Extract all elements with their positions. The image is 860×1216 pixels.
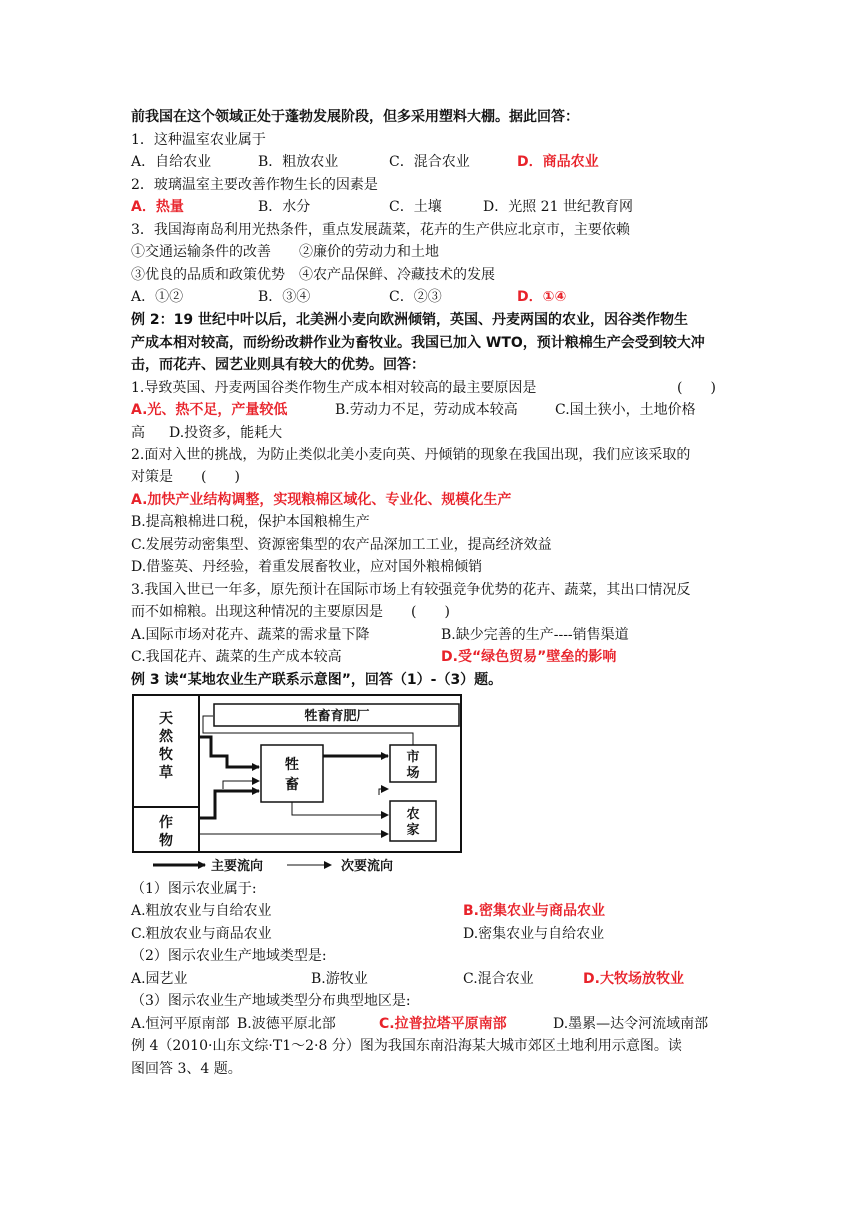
ex2-q2-option-b: B.提高粮棉进口税，保护本国粮棉生产 [131, 514, 370, 530]
option-a: A.粗放农业与自给农业 [131, 903, 272, 919]
ex1-q1-stem: 1．这种温室农业属于 [131, 132, 266, 148]
ex2-intro-1: 例 2：19 世纪中叶以后，北美洲小麦向欧洲倾销，英国、丹麦两国的农业，因谷类作物生 [131, 312, 688, 328]
factory-label: 牲畜育肥厂 [304, 709, 370, 724]
ex3-q2-stem: （2）图示农业生产地域类型是: [131, 948, 327, 964]
main-flow-pasture-to-livestock [199, 737, 259, 767]
ex2-q3-stem-1: 3.我国入世已一年多，原先预计在国际市场上有较强竞争优势的花卉、蔬菜，其出口情况反 [131, 582, 691, 598]
option-d: D.墨累—达令河流域南部 [553, 1016, 709, 1032]
market-char-2: 场 [406, 766, 420, 781]
option-d: D.投资多，能耗大 [169, 425, 283, 441]
option-b: B．③④ [258, 289, 311, 305]
ex1-q1-options [131, 152, 691, 172]
ex3-q1-stem: （1）图示农业属于: [131, 881, 257, 897]
option-a: A．自给农业 [131, 154, 212, 170]
ex1-q3-stem: 3．我国海南岛利用光热条件，重点发展蔬菜，花卉的生产供应北京市，主要依赖 [131, 222, 630, 238]
ex1-q2-options [131, 197, 691, 217]
ex1-q3-items-1: ①交通运输条件的改善 ②廉价的劳动力和土地 [131, 244, 439, 260]
option-b: B.缺少完善的生产----销售渠道 [441, 627, 629, 643]
intro-text: 前我国在这个领域正处于蓬勃发展阶段，但多采用塑料大棚。据此回答： [131, 109, 579, 125]
option-c: C.粗放农业与商品农业 [131, 926, 272, 942]
option-b: B.波德平原北部 [237, 1016, 336, 1032]
farmer-char-1: 农 [406, 807, 420, 822]
option-a: A.恒河平原南部 [131, 1016, 230, 1032]
option-c: C.国土狭小，土地价格 [555, 402, 696, 418]
option-b: B.游牧业 [311, 971, 368, 987]
ex2-q3-options-1 [131, 625, 731, 645]
ex2-intro-3: 击，而花卉、园艺业则具有较大的优势。回答： [131, 357, 425, 373]
livestock-box [261, 745, 323, 802]
option-b: B.劳动力不足，劳动成本较高 [335, 402, 518, 418]
option-d-answer: D．商品农业 [517, 154, 599, 170]
ex4-line-2: 图回答 3、4 题。 [131, 1061, 242, 1077]
ex4-line-1 [131, 1036, 682, 1056]
legend-main-label: 主要流向 [211, 859, 264, 874]
market-char-1: 市 [406, 750, 420, 765]
pasture-char-3: 牧 [159, 747, 173, 763]
ex2-q2-stem-1: 2.面对入世的挑战，为防止类似北美小麦向英、丹倾销的现象在我国出现，我们应该采取的 [131, 447, 691, 463]
ex2-q2-stem-2: 对策是 ( ) [131, 469, 240, 485]
option-d: D.密集农业与自给农业 [463, 926, 605, 942]
livestock-char-1: 牲 [285, 757, 299, 773]
ex2-q2-option-d: D.借鉴英、丹经验，着重发展畜牧业，应对国外粮棉倾销 [131, 559, 483, 575]
option-b: B．粗放农业 [258, 154, 339, 170]
ex4-line-1-text: 例 4（2010·山东文综·T1～2·8 分）图为我国东南沿海某大城市郊区土地利用示意图。读 [131, 1038, 682, 1054]
option-a-answer: A.光、热不足，产量较低 [131, 402, 288, 418]
option-d: D．光照 21 世纪教育网 [483, 199, 633, 215]
main-flow-crops-to-livestock [199, 791, 259, 818]
ex2-q3-stem-2: 而不如棉粮。出现这种情况的主要原因是 ( ) [131, 604, 450, 620]
option-b-answer: B.密集农业与商品农业 [463, 903, 605, 919]
option-c-continued: 高 [131, 425, 145, 441]
minor-flow-livestock-to-farmer [292, 802, 388, 815]
ex1-q2-stem: 2．玻璃温室主要改善作物生长的因素是 [131, 177, 378, 193]
ex2-q1-options [131, 400, 731, 420]
minor-flow-to-farmer-top [379, 789, 388, 795]
ex3-q1-options-2 [131, 924, 731, 944]
pasture-char-1: 天 [159, 711, 173, 727]
ex2-q2-option-c: C.发展劳动密集型、资源密集型的农产品深加工工业，提高经济效益 [131, 537, 552, 553]
option-a: A.国际市场对花卉、蔬菜的需求量下降 [131, 627, 370, 643]
ex3-q3-stem: （3）图示农业生产地域类型分布典型地区是: [131, 993, 411, 1009]
option-c: C.混合农业 [463, 971, 534, 987]
option-c-answer: C.拉普拉塔平原南部 [379, 1016, 507, 1032]
option-a-answer: A．热量 [131, 199, 184, 215]
minor-flow-to-livestock [223, 781, 259, 789]
agriculture-flow-diagram [131, 693, 466, 883]
ex2-q3-options-2 [131, 647, 731, 667]
crops-char-1: 作 [159, 815, 173, 831]
pasture-char-4: 草 [159, 765, 173, 781]
ex3-title-text: 例 3 读“某地农业生产联系示意图”，回答（1）-（3）题。 [131, 672, 503, 688]
ex2-q1-options-cont [131, 423, 731, 443]
legend-minor-label: 次要流向 [341, 859, 394, 874]
option-c: C．土壤 [389, 199, 442, 215]
option-a: A．①② [131, 289, 184, 305]
option-d-answer: D.受“绿色贸易”壁垒的影响 [441, 649, 617, 665]
ex2-q1-stem-line [131, 378, 731, 398]
option-d-answer: D.大牧场放牧业 [583, 971, 684, 987]
ex2-q1-stem: 1.导致英国、丹麦两国谷类作物生产成本相对较高的最主要原因是 [131, 380, 537, 396]
ex3-q1-options-1 [131, 901, 731, 921]
farmer-char-2: 家 [406, 823, 420, 838]
livestock-char-2: 畜 [285, 777, 299, 793]
option-c: C.我国花卉、蔬菜的生产成本较高 [131, 649, 342, 665]
option-c: C．混合农业 [389, 154, 470, 170]
option-a: A.园艺业 [131, 971, 188, 987]
ex2-intro-2: 产成本相对较高，而纷纷改耕作业为畜牧业。我国已加入 WTO，预计粮棉生产会受到较大冲 [131, 335, 705, 351]
ex3-q2-options [131, 969, 731, 989]
option-c: C．②③ [389, 289, 442, 305]
ex1-q3-options [131, 287, 691, 307]
ex2-q2-option-a-answer: A.加快产业结构调整，实现粮棉区域化、专业化、规模化生产 [131, 492, 512, 508]
ex1-q3-items-2: ③优良的品质和政策优势 ④农产品保鲜、冷藏技术的发展 [131, 267, 495, 283]
option-d-answer: D．①④ [517, 289, 567, 305]
crops-char-2: 物 [159, 833, 173, 849]
ex3-q3-options [131, 1014, 731, 1034]
pasture-char-2: 然 [159, 729, 173, 745]
ex3-title [131, 670, 502, 690]
answer-paren: ( ) [677, 380, 716, 396]
option-b: B．水分 [258, 199, 311, 215]
